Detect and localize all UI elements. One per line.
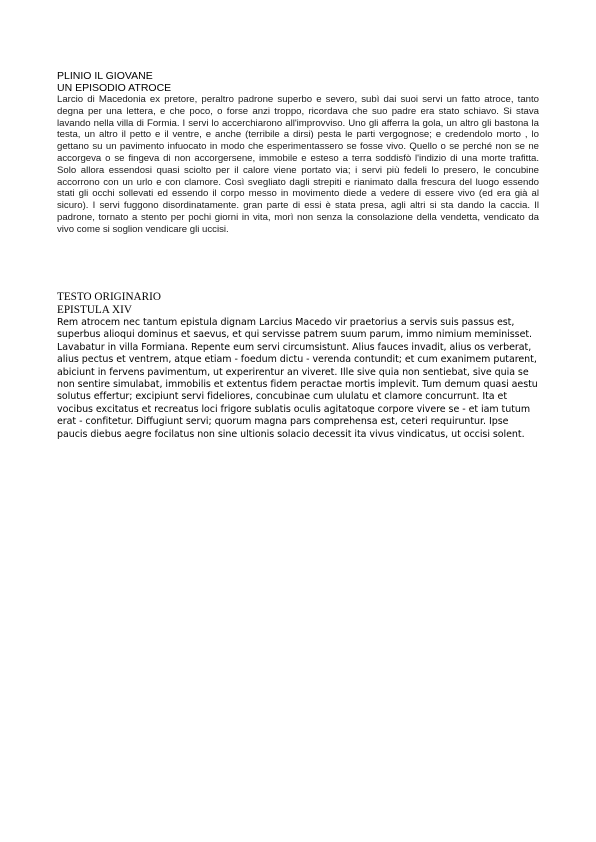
author-title: PLINIO IL GIOVANE	[57, 70, 153, 82]
original-text-heading: TESTO ORIGINARIO	[57, 291, 161, 303]
italian-translation-section	[57, 70, 539, 236]
epistle-heading: EPISTULA XIV	[57, 304, 132, 316]
latin-text: Rem atrocem nec tantum epistula dignam Larcius Macedo vir praetorius a servis suis passus est, superbus alioqui dominus et saevus, et qui servisse patrem suum parum, immo nimium meminisset. Lavabatur in villa Formiana. Repente eum servi circumsistunt. Alius fauces invadit, alius os verberat, alius pectus et ventrem, atque etiam - foedum dictu - verenda contundit; et cum exanimem putarent, abiciunt in fervens pavimentum, ut experirentur an viveret. Ille sive quia non sentiebat, sive quia se non sentire simulabat, immobilis et extentus fidem peractae mortis implevit. Tum demum quasi aestu solutus effertur; excipiunt servi fideliores, concubinae cum ululatu et clamore concurrunt. Ita et vocibus excitatus et recreatus loci frigore sublatis oculis agitatoque corpore vivere se - et iam tutum erat - confitetur. Diffugiunt servi; quorum magna pars comprehensa est, ceteri requiruntur. Ipse paucis diebus aegre focilatus non sine ultionis solacio decessit ita vivus vindicatus, ut occisi solent.	[57, 317, 538, 440]
latin-original-section	[57, 291, 539, 441]
italian-text: Larcio di Macedonia ex pretore, peraltro padrone superbo e severo, subì dai suoi servi un fatto atroce, tanto degna per una lettera, e che poco, o forse anzi troppo, ricordava che suo padre era stato schiavo. Si stava lavando nella villa di Formia. I servi lo accerchiarono all'improvviso. Uno gli afferra la gola, un altro gli bastona la testa, un altro il petto e il ventre, e anche (terribile a dirsi) pesta le parti vergognose; e credendolo morto , lo gettano su un pavimento infuocato in modo che esperimentassero se fosse vivo. Quello o se perché non se ne accorgeva o se fingeva di non accorgersene, immobile e esteso a terra soddisfò l'indizio di una morte trafitta. Solo allora essendosi quasi sciolto per il calore viene portato via; i servi più fedeli lo presero, le concubine accorrono con un urlo e con clamore. Così svegliato dagli strepiti e rianimato dalla frescura del luogo essendo stati gli occhi sollevati ed essendo il corpo messo in movimento diede a vedere di essere vivo (ed era già al sicuro). I servi fuggono disordinatamente. gran parte di essi è stata presa, agli altri si sta dando la caccia. Il padrone, tornato a stento per pochi giorni in vita, morì non senza la consolazione della vendetta, vendicato da vivo come si soglion vendicare gli uccisi.	[57, 94, 539, 235]
episode-title: UN EPISODIO ATROCE	[57, 82, 172, 94]
